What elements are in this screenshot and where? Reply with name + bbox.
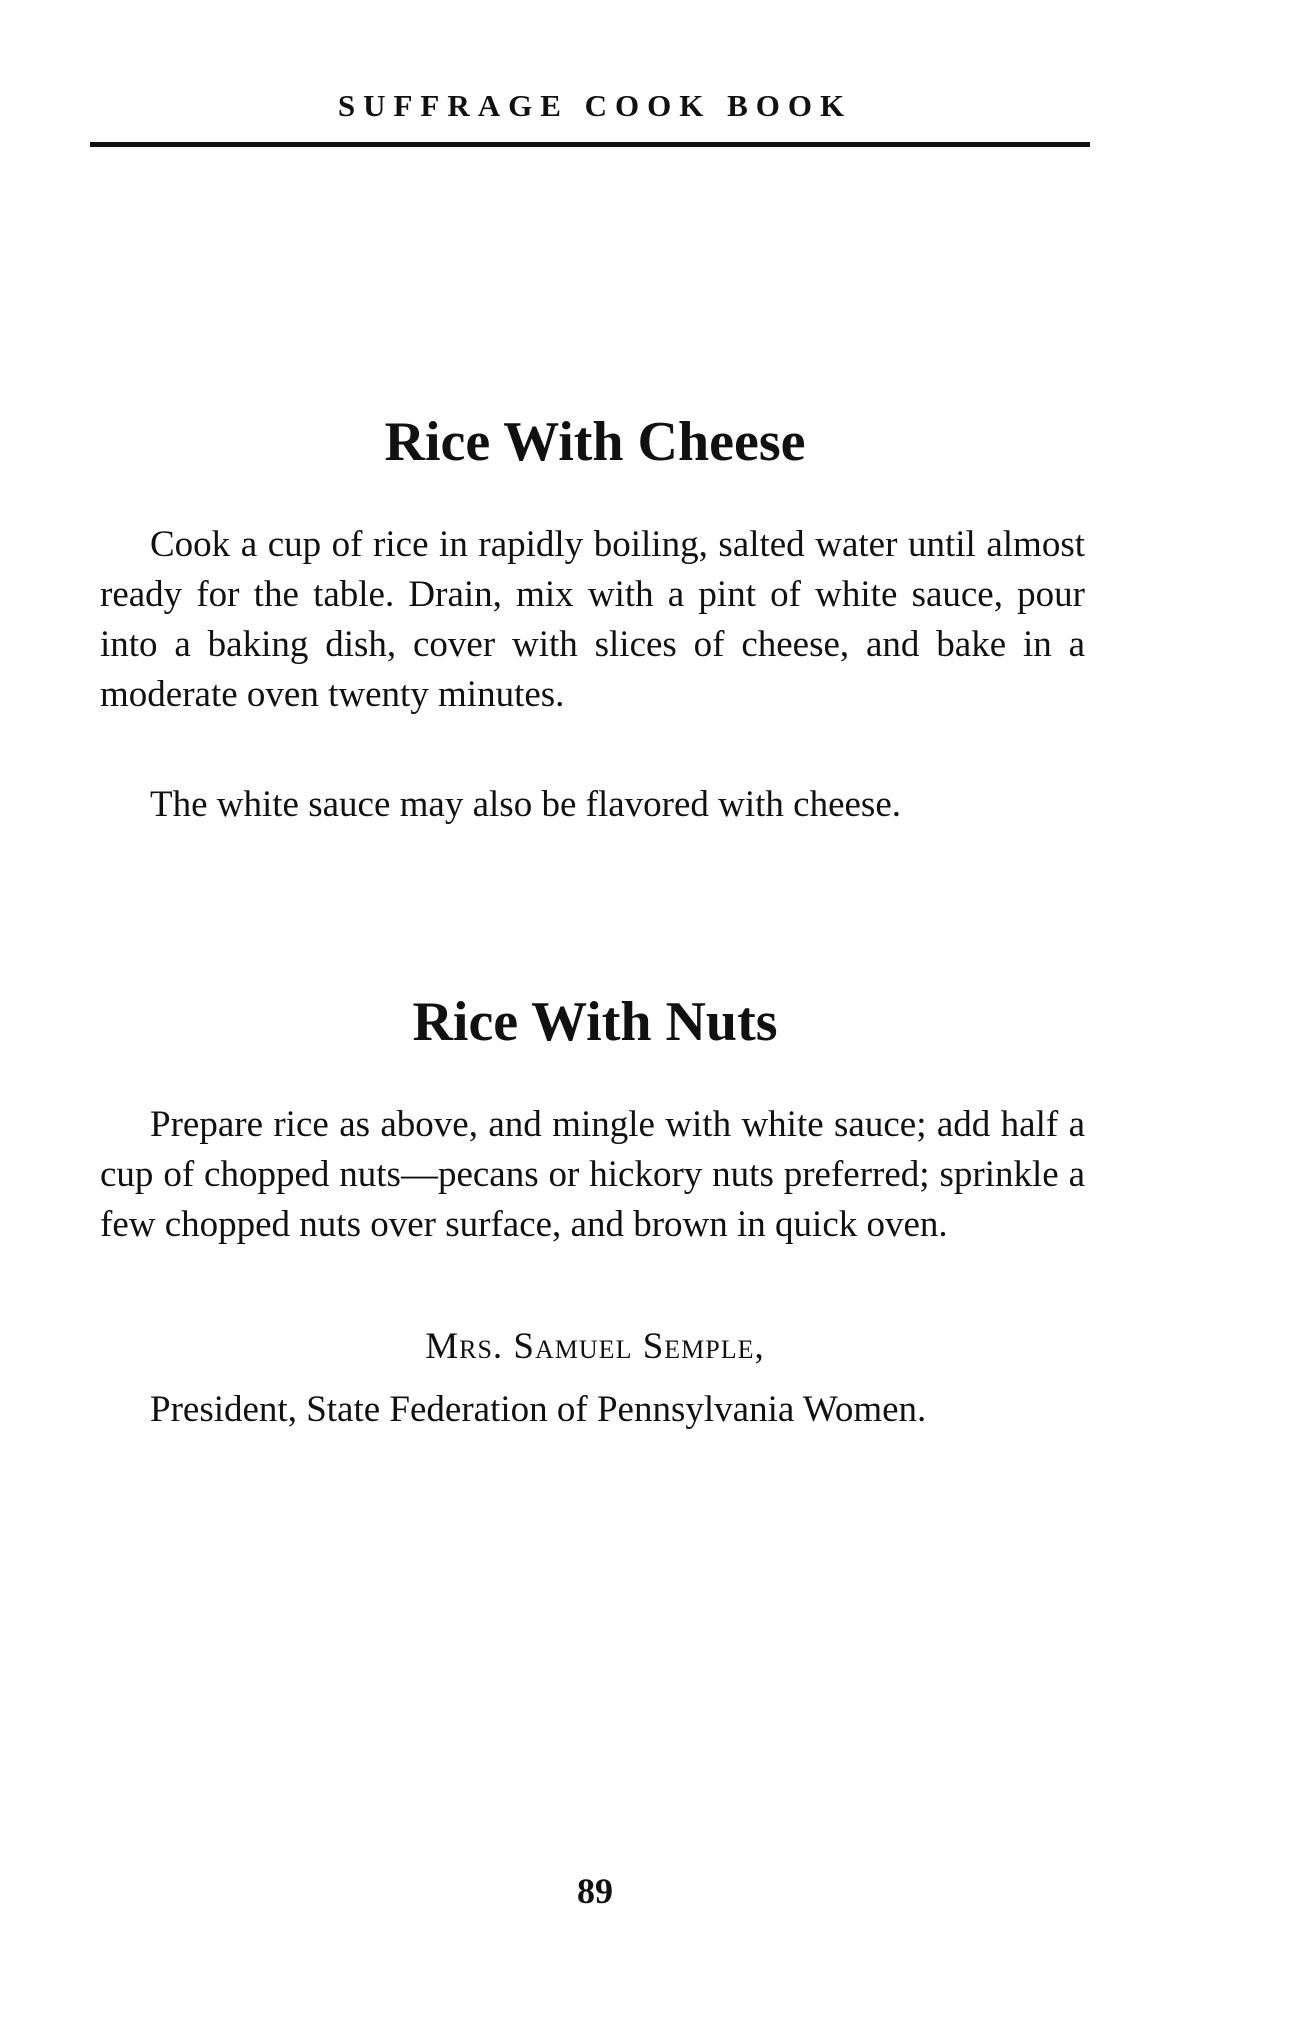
page-number: 89 [577,1871,613,1911]
contributor-name: Mrs. Samuel Semple, [425,1326,765,1367]
recipe-paragraph: The white sauce may also be flavored with cheese. [150,784,902,825]
contributor-affiliation: President, State Federation of Pennsylvania Women. [150,1389,927,1430]
recipe-paragraph: Prepare rice as above, and mingle with white sauce; add half a cup of chopped nuts—pecans or hickory nuts preferred; sprinkle a few chopped nuts over surface, and brown in quick oven. [100,1104,1085,1245]
recipe-title-rice-with-cheese: Rice With Cheese [384,411,806,473]
header-rule [90,142,1090,147]
recipe-paragraph: Cook a cup of rice in rapidly boiling, salted water until almost ready for the table. Drain, mix with a pint of white sauce, pour into a baking dish, cover with slices of cheese, and bake in a moderate oven twenty minutes. [100,524,1085,715]
running-head: SUFFRAGE COOK BOOK [337,88,853,123]
recipe-title-rice-with-nuts: Rice With Nuts [412,991,778,1053]
